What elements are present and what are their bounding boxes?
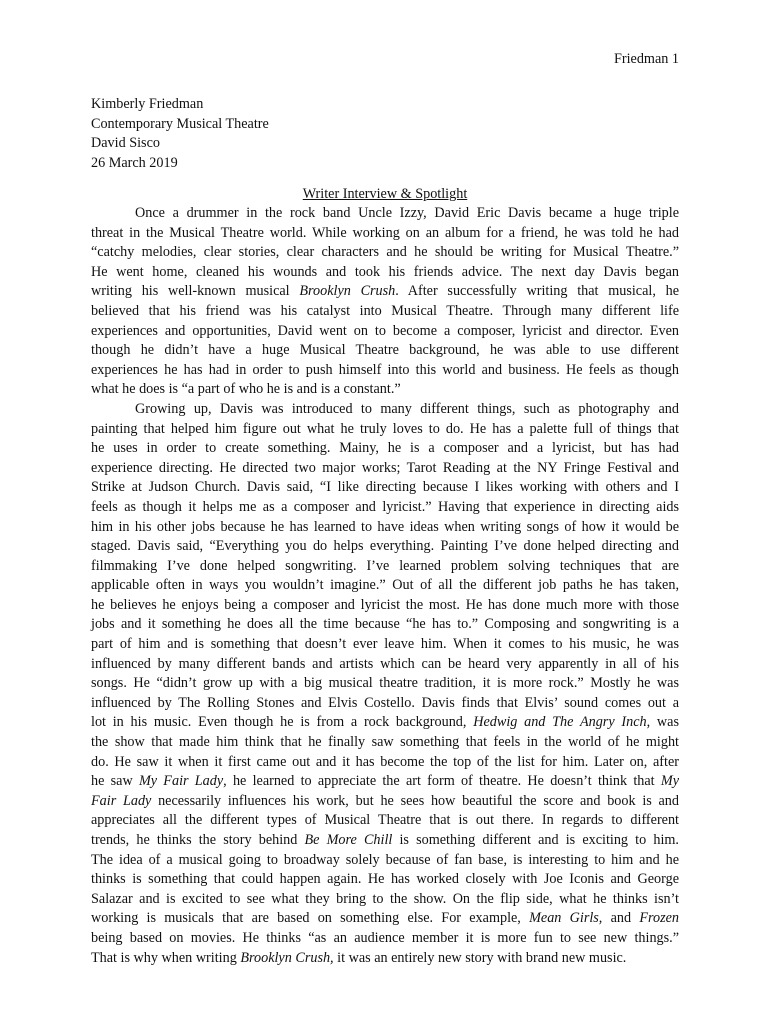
paragraph-line	[91, 733, 679, 753]
italic-title-text: Be More Chill	[304, 832, 393, 848]
paragraph-line	[91, 949, 679, 969]
line-text: “catchy melodies, clear stories, clear characters and he should be writing for Musical Theatre.”	[91, 244, 679, 261]
paragraph-line	[91, 341, 679, 361]
line-text: , was	[646, 714, 679, 731]
paragraph-line	[91, 615, 679, 635]
line-text: him in his other jobs because he has learned to have ideas when writing songs of how it would be	[91, 518, 679, 535]
italic-title-text: Fair Lady	[91, 792, 152, 809]
line-text: what he does is “a part of who he is and is a constant.”	[91, 381, 401, 398]
line-text: is something different and is exciting to him.	[392, 832, 679, 848]
line-text: Strike at Judson Church. Davis said, “I like directing because I likes working with others and I	[91, 479, 679, 496]
line-text: threat in the Musical Theatre world. While working on an album for a friend, he was told he had	[91, 224, 679, 241]
line-text: influenced by many different bands and artists which can be heard very apparently in all of his	[91, 655, 679, 672]
paragraph-line	[91, 909, 679, 929]
instructor-name: David Sisco	[91, 135, 160, 152]
paragraph-line	[91, 772, 679, 792]
line-text: the show that made him think that he finally saw something that feels in the world of he might	[91, 734, 679, 751]
line-text: it was an entirely new story with brand new music.	[333, 949, 627, 966]
paragraph-line	[91, 851, 679, 871]
paragraph-line	[91, 694, 679, 714]
paragraph-line	[91, 478, 679, 498]
document-title: Writer Interview & Spotlight	[302, 186, 468, 202]
paragraph-line	[91, 420, 679, 440]
paragraph-line	[91, 518, 679, 538]
paragraph-line	[91, 811, 679, 831]
paragraph-line	[91, 890, 679, 910]
paragraph-line	[91, 400, 679, 420]
line-text: he saw	[91, 773, 139, 790]
paragraph-line	[91, 263, 679, 283]
paragraph-line	[91, 753, 679, 773]
line-text: jobs and it something he does all the time because “he has to.” Composing and songwriting is a	[91, 616, 679, 633]
paragraph	[91, 400, 679, 968]
line-text: working is musicals that are based on something else. For example,	[91, 910, 530, 927]
page-number-header: Friedman 1	[613, 51, 679, 67]
paragraph-line	[91, 576, 679, 596]
line-text: part of him and is something that doesn’t ever leave him. When it comes to his music, he was	[91, 636, 679, 653]
paragraph-line	[91, 224, 679, 244]
italic-title-text: Frozen	[639, 910, 679, 927]
italic-title-text: Brooklyn Crush,	[240, 949, 334, 966]
paragraph-line	[91, 439, 679, 459]
line-text: experiences he has had in order to push himself into this world and business. He feels as though	[91, 361, 679, 378]
line-text: Salazar and is excited to see what they bring to the show. On the flip side, what he thinks isn’t	[91, 890, 679, 907]
line-text: staged. Davis said, “Everything you do helps everything. Painting I’ve done helped directing and	[91, 538, 679, 555]
line-text: he uses in order to create something. Mainy, he is a composer and a lyricist, but has had	[91, 440, 679, 457]
paragraph-line	[91, 322, 679, 342]
paragraph-line	[91, 831, 679, 851]
paragraph-line	[91, 655, 679, 675]
paragraph-line	[91, 380, 679, 400]
line-text: songs. He “didn’t grow up with a big musical theatre tradition, it is more rock.” Mostly he was	[91, 675, 679, 692]
line-text: filmmaking I’ve done helped songwriting. I’ve learned problem solving techniques that are	[91, 557, 679, 574]
italic-title-text: Hedwig and The Angry Inch	[473, 714, 647, 731]
line-text: do. He saw it when it first came out and it has become the top of the list for him. Later on, after	[91, 753, 679, 770]
line-text: The idea of a musical going to broadway solely because of fan base, is interesting to him and he	[91, 851, 679, 868]
line-text: Once a drummer in the rock band Uncle Izzy, David Eric Davis became a huge triple	[135, 205, 679, 221]
line-text: painting that helped him figure out what he truly loves to do. He has a palette full of things that	[91, 420, 679, 437]
student-name: Kimberly Friedman	[91, 96, 204, 112]
document-date: 26 March 2019	[91, 154, 178, 171]
italic-title-text: Brooklyn Crush	[299, 283, 396, 300]
line-text: Growing up, Davis was introduced to many different things, such as photography and	[135, 400, 679, 417]
line-text: feels as though it helps me as a composer and lyricist.” Having that experience in directing aids	[91, 498, 679, 515]
line-text: appreciates all the different types of Musical Theatre that is out there. In regards to different	[91, 812, 679, 829]
paragraph-line	[91, 498, 679, 518]
paragraph-line	[91, 929, 679, 949]
line-text: though he didn’t have a huge Musical Theatre background, he was able to use different	[91, 342, 679, 359]
paragraph-line	[91, 361, 679, 381]
paragraph-line	[91, 792, 679, 812]
paragraph-line	[91, 596, 679, 616]
line-text: thinks is something that could happen again. He has worked closely with Joe Iconis and George	[91, 871, 679, 888]
italic-title-text: Mean Girls,	[529, 910, 603, 927]
paragraph-line	[91, 870, 679, 890]
paragraph-line	[91, 557, 679, 577]
line-text: necessarily influences his work, but he sees how beautiful the score and book is and	[151, 792, 679, 809]
course-name: Contemporary Musical Theatre	[91, 115, 269, 132]
line-text: and	[602, 910, 640, 927]
line-text: applicable often in ways you wouldn’t imagine.” Out of all the different job paths he has taken,	[91, 577, 679, 594]
line-text: being based on movies. He thinks “as an audience member it is more fun to see new things.”	[91, 929, 679, 946]
paragraph-line	[91, 204, 679, 224]
line-text: experience directing. He directed two major works; Tarot Reading at the NY Fringe Festival and	[91, 459, 679, 476]
paragraph-line	[91, 713, 679, 733]
line-text: influenced by The Rolling Stones and Elvis Costello. Davis finds that Elvis’ sound comes out a	[91, 694, 679, 711]
line-text: , he learned to appreciate the art form of theatre. He doesn’t think that	[223, 773, 661, 790]
paragraph-line	[91, 282, 679, 302]
paragraph-line	[91, 302, 679, 322]
paragraph-line	[91, 459, 679, 479]
line-text: believed that his friend was his catalyst into Musical Theatre. Through many different life	[91, 302, 679, 319]
paragraph-line	[91, 537, 679, 557]
paragraph	[91, 204, 679, 400]
line-text: he believes he enjoys being a composer and lyricist the most. He has done much more with those	[91, 596, 679, 613]
line-text: experiences and opportunities, David went on to become a composer, lyricist and director. Even	[91, 322, 679, 339]
italic-title-text: My Fair Lady	[138, 773, 224, 790]
line-text: trends, he thinks the story behind	[91, 832, 305, 848]
document-body	[91, 204, 679, 968]
line-text: He went home, cleaned his wounds and took his friends advice. The next day Davis began	[91, 263, 679, 280]
line-text: That is why when writing	[91, 949, 241, 966]
italic-title-text: My	[660, 773, 679, 790]
paragraph-line	[91, 674, 679, 694]
paragraph-line	[91, 243, 679, 263]
line-text: lot in his music. Even though he is from a rock background,	[91, 714, 474, 731]
line-text: writing his well-known musical	[91, 283, 300, 300]
paragraph-line	[91, 635, 679, 655]
document-title-wrap	[91, 185, 679, 204]
mla-heading	[91, 95, 691, 173]
line-text: . After successfully writing that musical, he	[395, 283, 679, 300]
